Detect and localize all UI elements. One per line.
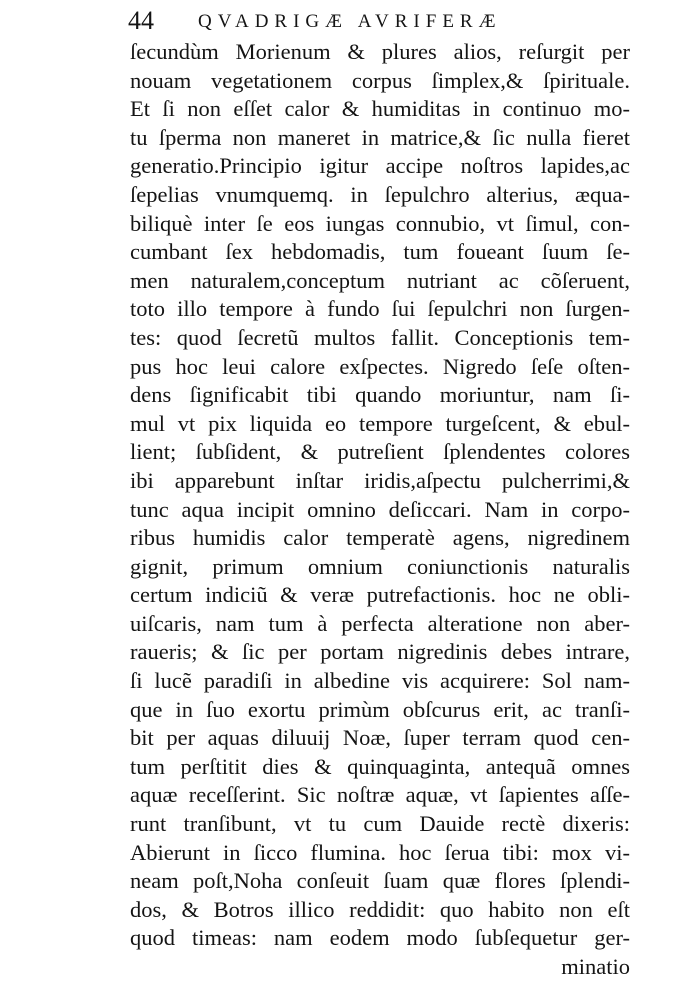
text-line-7: biliquè inter ſe eos iungas connubio, vt ſimul, con- [130, 210, 630, 236]
text-line-18: ribus humidis calor temperatè agens, nigredinem [130, 525, 630, 551]
text-line-29: Abierunt in ſicco flumina. hoc ſerua tibi: mox vi- [130, 839, 630, 865]
text-line-26: tum perſtitit dies & quinquaginta, antequã omnes [130, 753, 630, 779]
page-number: 44 [128, 6, 154, 35]
text-line-32: quod timeas: nam eodem modo ſubſequetur ger- [130, 925, 630, 951]
text-line-5: generatio.Principio igitur accipe noſtros lapides,ac [130, 153, 630, 179]
body-text [130, 38, 630, 982]
text-line-16: ibi apparebunt inſtar iridis,aſpectu pulcherrimi,& [130, 467, 630, 493]
text-line-30: neam poſt,Noha conſeuit ſuam quæ flores ſplendi- [130, 868, 630, 894]
text-line-24: que in ſuo exortu primùm obſcurus erit, ac tranſi- [130, 696, 630, 722]
text-line-12: pus hoc leui calore exſpectes. Nigredo ſeſe oſten- [130, 353, 630, 379]
text-line-2: nouam vegetationem corpus ſimplex,& ſpirituale. [130, 67, 630, 93]
text-line-31: dos, & Botros illico reddidit: quo habito non eſt [130, 896, 630, 922]
text-line-23: ſi lucẽ paradiſi in albedine vis acquirere: Sol nam- [130, 668, 630, 694]
text-line-1: ſecundùm Morienum & plures alios, reſurgit per [130, 39, 630, 64]
text-line-25: bit per aquas diluuij Noæ, ſuper terram quod cen- [130, 725, 630, 751]
text-line-14: mul vt pix liquida eo tempore turgeſcent, & ebul- [130, 410, 630, 436]
text-line-3: Et ſi non eſſet calor & humiditas in continuo mo- [130, 96, 630, 122]
text-line-20: certum indiciũ & veræ putrefactionis. hoc ne obli- [130, 582, 630, 608]
catchword: minatio [561, 954, 630, 979]
page-header [128, 2, 628, 42]
text-line-27: aquæ receſſerint. Sic noſtræ aquæ, vt ſapientes aſſe- [130, 782, 630, 808]
text-line-8: cumbant ſex hebdomadis, tum foueant ſuum ſe- [130, 239, 630, 265]
text-line-19: gignit, primum omnium coniunctionis naturalis [130, 553, 630, 579]
text-line-13: dens ſignificabit tibi quando moriuntur, nam ſi- [130, 382, 630, 408]
text-line-9: men naturalem,conceptum nutriant ac cõſeruent, [130, 267, 630, 293]
text-line-17: tunc aqua incipit omnino deſiccari. Nam in corpo- [130, 496, 630, 522]
text-line-21: uiſcaris, nam tum à perfecta alteratione non aber- [130, 610, 630, 636]
text-line-15: lient; ſubſident, & putreſient ſplendentes colores [130, 439, 630, 465]
text-line-6: ſepelias vnumquemq. in ſepulchro alterius, æqua- [130, 181, 630, 207]
text-line-22: raueris; & ſic per portam nigredinis debes intrare, [130, 639, 630, 665]
text-line-28: runt tranſibunt, vt tu cum Dauide rectè dixeris: [130, 811, 630, 837]
text-line-11: tes: quod ſecretũ multos fallit. Conceptionis tem- [130, 324, 630, 350]
text-line-4: tu ſperma non maneret in matrice,& ſic nulla fieret [130, 124, 630, 150]
running-head: QVADRIGÆ AVRIFERÆ [198, 11, 502, 32]
text-line-10: toto illo tempore à fundo ſui ſepulchri non ſurgen- [130, 296, 630, 322]
